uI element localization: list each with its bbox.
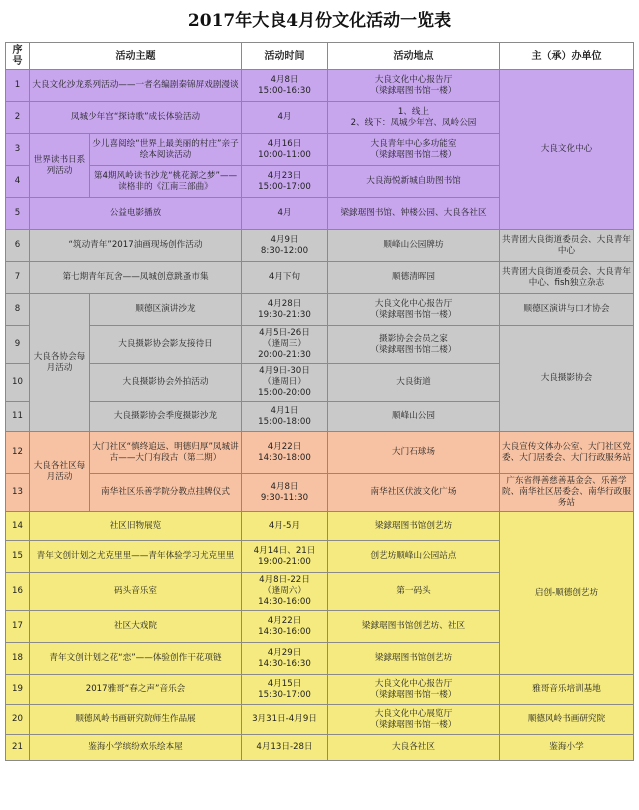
row-theme: 顺德区演讲沙龙 (90, 294, 242, 326)
header-organizer: 主（承）办单位 (500, 43, 634, 70)
row-theme: 社区旧物展览 (30, 512, 242, 541)
header-time: 活动时间 (242, 43, 328, 70)
row-theme: 大良摄影协会季度摄影沙龙 (90, 402, 242, 432)
row-number: 6 (6, 230, 30, 262)
table-row (6, 675, 634, 705)
row-organizer: 启创-顺德创艺坊 (500, 512, 634, 675)
row-number: 16 (6, 573, 30, 611)
row-number: 5 (6, 198, 30, 230)
row-place: 大良文化中心报告厅 （梁銶琚图书馆一楼） (328, 675, 500, 705)
row-theme: 公益电影播放 (30, 198, 242, 230)
row-organizer: 大良文化中心 (500, 70, 634, 230)
row-organizer: 广东省得善慈善基金会、乐善学院、南华社区居委会、南华行政服务站 (500, 474, 634, 512)
row-theme: 2017雅哥“春之声”音乐会 (30, 675, 242, 705)
row-time: 4月23日 15:00-17:00 (242, 166, 328, 198)
row-place: 南华社区伏波文化广场 (328, 474, 500, 512)
row-place: 大良青年中心多功能室 （梁銶琚图书馆二楼） (328, 134, 500, 166)
row-time: 4月 (242, 198, 328, 230)
row-theme: 顺德风岭书画研究院师生作品展 (30, 705, 242, 735)
row-place: 大良街道 (328, 364, 500, 402)
row-time: 4月下旬 (242, 262, 328, 294)
row-time: 4月 (242, 102, 328, 134)
row-place: 顺峰山公园牌坊 (328, 230, 500, 262)
row-time: 4月28日 19:30-21:30 (242, 294, 328, 326)
row-place: 创艺坊顺峰山公园站点 (328, 541, 500, 573)
row-organizer: 顺德风岭书画研究院 (500, 705, 634, 735)
table-row (6, 230, 634, 262)
header-row (6, 43, 634, 70)
header-theme: 活动主题 (30, 43, 242, 70)
table-row (6, 432, 634, 474)
row-theme: 大良文化沙龙系列活动——一者名编剧秦锦屏戏剧漫谈 (30, 70, 242, 102)
row-time: 4月1日 15:00-18:00 (242, 402, 328, 432)
row-time: 4月8日-22日 （逢周六） 14:30-16:00 (242, 573, 328, 611)
row-theme: 大良摄影协会外拍活动 (90, 364, 242, 402)
row-place: 1、线上 2、线下：凤城少年宫、凤岭公园 (328, 102, 500, 134)
table-row (6, 262, 634, 294)
row-theme: 大门社区“慎终追远、明德归厚”凤城讲古——大门有段古（第二期） (90, 432, 242, 474)
row-time: 4月29日 14:30-16:30 (242, 643, 328, 675)
row-time: 4月15日 15:30-17:00 (242, 675, 328, 705)
row-place: 梁銶琚图书馆创艺坊 (328, 643, 500, 675)
row-time: 4月9日 8:30-12:00 (242, 230, 328, 262)
row-place: 大良海悦新城自助图书馆 (328, 166, 500, 198)
row-number: 7 (6, 262, 30, 294)
row-time: 3月31日-4月9日 (242, 705, 328, 735)
row-time: 4月9日-30日 （逢周日） 15:00-20:00 (242, 364, 328, 402)
row-number: 17 (6, 611, 30, 643)
row-time: 4月5日-26日 （逢周三） 20:00-21:30 (242, 326, 328, 364)
row-theme: 社区大戏院 (30, 611, 242, 643)
row-organizer: 顺德区演讲与口才协会 (500, 294, 634, 326)
row-number: 18 (6, 643, 30, 675)
row-theme: 凤城少年宫“探诗歌”成长体验活动 (30, 102, 242, 134)
row-organizer: 鉴海小学 (500, 735, 634, 761)
row-place: 大门石球场 (328, 432, 500, 474)
header-no: 序号 (6, 43, 30, 70)
row-organizer: 大良宣传文体办公室、大门社区党委、大门居委会、大门行政服务站 (500, 432, 634, 474)
row-theme: 少儿喜阅绘“世界上最美丽的村庄”亲子绘本阅读活动 (90, 134, 242, 166)
group-communities: 大良各社区每月活动 (30, 432, 90, 512)
row-time: 4月22日 14:30-18:00 (242, 432, 328, 474)
row-number: 14 (6, 512, 30, 541)
row-time: 4月8日 9:30-11:30 (242, 474, 328, 512)
row-theme: 鉴海小学缤纷欢乐绘本屋 (30, 735, 242, 761)
table-row (6, 705, 634, 735)
row-time: 4月14日、21日 19:00-21:00 (242, 541, 328, 573)
row-number: 15 (6, 541, 30, 573)
table-row (6, 326, 634, 364)
group-associations: 大良各协会每月活动 (30, 294, 90, 432)
row-theme: 青年文创计划之花“恋”——体验创作干花项链 (30, 643, 242, 675)
row-place: 第一码头 (328, 573, 500, 611)
table-row (6, 70, 634, 102)
row-theme: 南华社区乐善学院分教点挂牌仪式 (90, 474, 242, 512)
row-time: 4月16日 10:00-11:00 (242, 134, 328, 166)
row-time: 4月-5月 (242, 512, 328, 541)
row-theme: 第4期风岭读书沙龙“桃花源之梦”——读格非的《江南三部曲》 (90, 166, 242, 198)
row-number: 19 (6, 675, 30, 705)
table-row (6, 474, 634, 512)
row-place: 顺德清晖园 (328, 262, 500, 294)
row-place: 梁銶琚图书馆、钟楼公园、大良各社区 (328, 198, 500, 230)
row-place: 大良各社区 (328, 735, 500, 761)
row-number: 1 (6, 70, 30, 102)
row-place: 大良文化中心报告厅 （梁銶琚图书馆一楼） (328, 294, 500, 326)
row-number: 20 (6, 705, 30, 735)
activity-table (5, 42, 634, 761)
row-number: 9 (6, 326, 30, 364)
row-organizer: 雅哥音乐培训基地 (500, 675, 634, 705)
row-number: 2 (6, 102, 30, 134)
row-time: 4月8日 15:00-16:30 (242, 70, 328, 102)
row-time: 4月22日 14:30-16:00 (242, 611, 328, 643)
row-theme: 码头音乐室 (30, 573, 242, 611)
table-row (6, 294, 634, 326)
row-number: 4 (6, 166, 30, 198)
row-number: 12 (6, 432, 30, 474)
row-place: 摄影协会会员之家 （梁銶琚图书馆二楼） (328, 326, 500, 364)
row-number: 13 (6, 474, 30, 512)
header-place: 活动地点 (328, 43, 500, 70)
row-theme: 第七期青年瓦舍——凤城创意跳蚤市集 (30, 262, 242, 294)
row-theme: “筑动青年”2017油画现场创作活动 (30, 230, 242, 262)
row-number: 3 (6, 134, 30, 166)
row-organizer: 大良摄影协会 (500, 326, 634, 432)
row-place: 大良文化中心展览厅 （梁銶琚图书馆一楼） (328, 705, 500, 735)
row-number: 8 (6, 294, 30, 326)
row-place: 顺峰山公园 (328, 402, 500, 432)
table-row (6, 512, 634, 541)
row-organizer: 共青团大良街道委员会、大良青年中心、fish独立杂志 (500, 262, 634, 294)
group-reading-day: 世界读书日系列活动 (30, 134, 90, 198)
table-row (6, 735, 634, 761)
row-place: 梁銶琚图书馆创艺坊、社区 (328, 611, 500, 643)
row-theme: 青年文创计划之尤克里里——青年体验学习尤克里里 (30, 541, 242, 573)
row-number: 11 (6, 402, 30, 432)
row-theme: 大良摄影协会影友接待日 (90, 326, 242, 364)
row-place: 大良文化中心报告厅 （梁銶琚图书馆一楼） (328, 70, 500, 102)
row-place: 梁銶琚图书馆创艺坊 (328, 512, 500, 541)
row-time: 4月13日-28日 (242, 735, 328, 761)
page-title: 2017年大良4月份文化活动一览表 (187, 11, 452, 31)
row-number: 21 (6, 735, 30, 761)
row-number: 10 (6, 364, 30, 402)
row-organizer: 共青团大良街道委员会、大良青年中心 (500, 230, 634, 262)
